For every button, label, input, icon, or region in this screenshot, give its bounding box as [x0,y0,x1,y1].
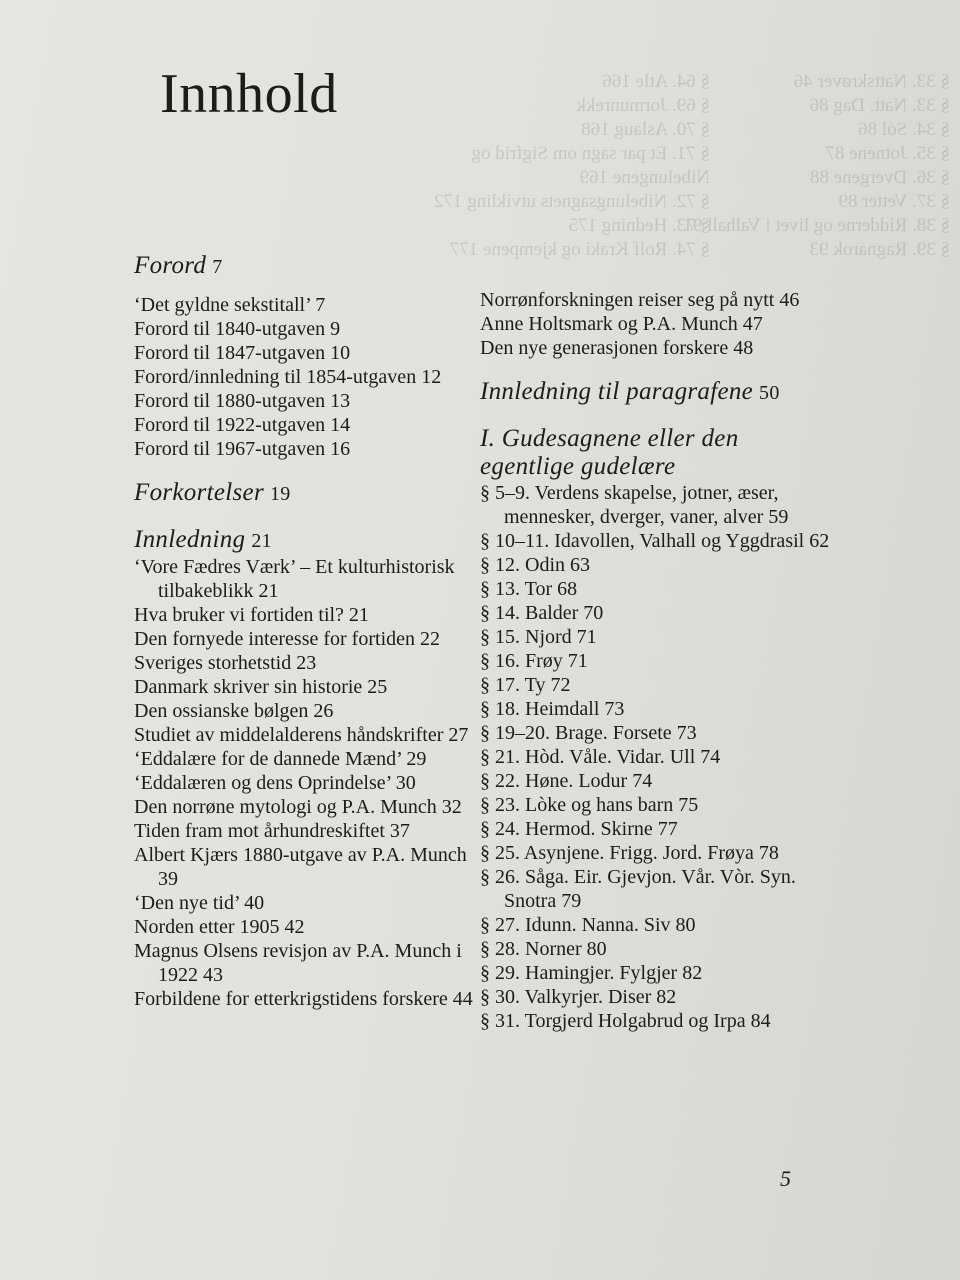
toc-section-heading: Innledning til paragrafene 50 [480,378,780,405]
toc-entry: § 14. Balder 70 [480,602,604,624]
toc-entry: Forord til 1847-utgaven 10 [134,342,351,364]
toc-entry: § 12. Odin 63 [480,554,590,576]
toc-entry: § 30. Valkyrjer. Diser 82 [480,986,677,1008]
toc-entry: § 5–9. Verdens skapelse, jotner, æser, mennesker, dverger, vaner, alver 59 [480,482,789,528]
toc-entry: § 15. Njord 71 [480,626,597,648]
toc-entry: Den ossianske bølgen 26 [134,700,334,722]
toc-entry: § 17. Ty 72 [480,674,571,696]
toc-entry: ‘Eddalære for de dannede Mænd’ 29 [134,748,427,770]
toc-entry: § 27. Idunn. Nanna. Siv 80 [480,914,696,936]
toc-entry: Norden etter 1905 42 [134,916,305,938]
page-number: 5 [780,1166,791,1191]
toc-entry: Anne Holtsmark og P.A. Munch 47 [480,313,763,335]
toc-entry: Forord til 1880-utgaven 13 [134,390,351,412]
toc-entry: § 21. Hòd. Våle. Vidar. Ull 74 [480,746,721,768]
toc-entry: § 25. Asynjene. Frigg. Jord. Frøya 78 [480,842,779,864]
toc-entry: Sveriges storhetstid 23 [134,652,317,674]
toc-entry: ‘Den nye tid’ 40 [134,892,265,914]
toc-section-heading: Innledning 21 [134,526,272,553]
toc-section-heading: I. Gudesagnene eller den egentlige gudelære [480,425,739,480]
toc-entry: Forord til 1840-utgaven 9 [134,318,341,340]
toc-entry: ‘Eddalæren og dens Oprindelse’ 30 [134,772,416,794]
toc-entry: Albert Kjærs 1880-utgave av P.A. Munch 39 [134,844,467,890]
toc-entry: Forord til 1967-utgaven 16 [134,438,351,460]
toc-entry: § 16. Frøy 71 [480,650,588,672]
toc-entry: ‘Det gyldne sekstitall’ 7 [134,294,326,316]
toc-entry: Den nye generasjonen forskere 48 [480,337,754,359]
toc-entry: § 22. Høne. Lodur 74 [480,770,653,792]
toc-entry: § 24. Hermod. Skirne 77 [480,818,678,840]
toc-entry: Forord til 1922-utgaven 14 [134,414,351,436]
toc-entry: Den norrøne mytologi og P.A. Munch 32 [134,796,462,818]
toc-entry: § 31. Torgjerd Holgabrud og Irpa 84 [480,1010,771,1032]
toc-entry: ‘Vore Fædres Værk’ – Et kulturhistorisk tilbakeblikk 21 [134,556,455,602]
page-title: Innhold [160,63,338,125]
toc-section-heading: Forkortelser 19 [134,479,291,506]
toc-entry: § 26. Såga. Eir. Gjevjon. Vår. Vòr. Syn. Snotra 79 [480,866,796,912]
toc-entry: § 18. Heimdall 73 [480,698,625,720]
toc-left-column [134,252,479,1011]
toc-entry: Hva bruker vi fortiden til? 21 [134,604,369,626]
toc-entry: Tiden fram mot århundreskiftet 37 [134,820,410,842]
toc-entry: Forbildene for etterkrigstidens forskere 44 [134,988,473,1010]
toc-entry: § 19–20. Brage. Forsete 73 [480,722,697,744]
toc-entry: § 29. Hamingjer. Fylgjer 82 [480,962,703,984]
toc-right-column [480,288,830,1033]
toc-entry: Norrønforskningen reiser seg på nytt 46 [480,289,800,311]
toc-entry: Studiet av middelalderens håndskrifter 27 [134,724,469,746]
toc-entry: § 10–11. Idavollen, Valhall og Yggdrasil 62 [480,530,830,552]
toc-section-heading: Forord 7 [134,252,223,279]
toc-entry: § 23. Lòke og hans barn 75 [480,794,699,816]
toc-entry: § 13. Tor 68 [480,578,578,600]
toc-entry: § 28. Norner 80 [480,938,607,960]
toc-entry: Den fornyede interesse for fortiden 22 [134,628,440,650]
toc-entry: Forord/innledning til 1854-utgaven 12 [134,366,442,388]
toc-entry: Magnus Olsens revisjon av P.A. Munch i 1922 43 [134,940,462,986]
toc-entry: Danmark skriver sin historie 25 [134,676,388,698]
bleed-through-text: § 64. Atle 166 § 69. Jormunrekk § 70. Aslaug 168 § 71. Et par sagn om Sigfrid og Nibelungene 169 § 72. Nibelungsagnets utvikling 172 § 73. Hedning 175 § 74. Rolf Kraki og kjempene 177 § 33. Nattskrøver 46 § 33. Natt. Dag 86 § 34. Sól 86 § 35. Jotnene 87 § 36. Dvergene 88 § 37. Vetter 89 § 38. Ridderne og livet i Valhall 91 § 39. Ragnarok 93 [433,71,950,260]
